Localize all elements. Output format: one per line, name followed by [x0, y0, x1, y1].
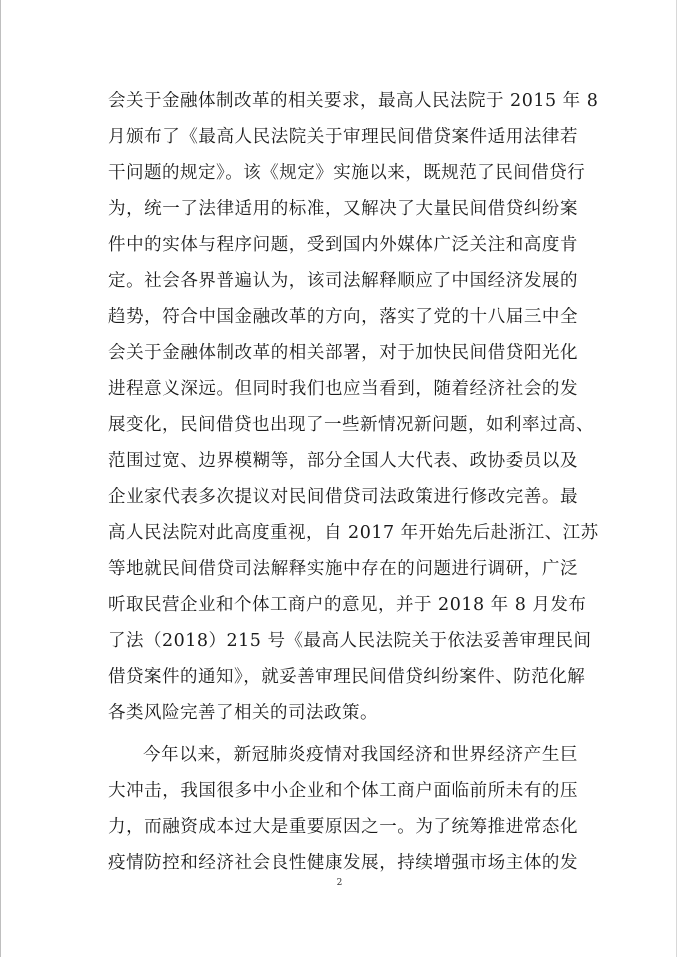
text-line: 为，统一了法律适用的标准，又解决了大量民间借贷纠纷案 — [108, 199, 578, 219]
text-line: 会关于金融体制改革的相关部署，对于加快民间借贷阳光化 — [108, 343, 578, 363]
text-line: 企业家代表多次提议对民间借贷司法政策进行修改完善。最 — [108, 487, 578, 507]
text-line: 力，而融资成本过大是重要原因之一。为了统筹推进常态化 — [108, 817, 578, 837]
text-line: 展变化，民间借贷也出现了一些新情况新问题，如利率过高、 — [108, 415, 594, 435]
text-line: 借贷案件的通知》，就妥善审理民间借贷纠纷案件、防范化解 — [108, 667, 586, 687]
text-line: 会关于金融体制改革的相关要求，最高人民法院于 2015 年 8 — [108, 91, 599, 111]
text-line: 了法（2018）215 号《最高人民法院关于依法妥善审理民间 — [108, 631, 592, 651]
text-line: 等地就民间借贷司法解释实施中存在的问题进行调研，广泛 — [108, 559, 578, 579]
text-line: 大冲击，我国很多中小企业和个体工商户面临前所未有的压 — [108, 781, 578, 801]
text-line: 定。社会各界普遍认为，该司法解释顺应了中国经济发展的 — [108, 271, 578, 291]
text-line: 进程意义深远。但同时我们也应当看到，随着经济社会的发 — [108, 379, 578, 399]
text-line: 今年以来，新冠肺炎疫情对我国经济和世界经济产生巨 — [143, 745, 578, 765]
text-line: 疫情防控和经济社会良性健康发展，持续增强市场主体的发 — [108, 853, 578, 873]
text-line: 范围过宽、边界模糊等，部分全国人大代表、政协委员以及 — [108, 451, 578, 471]
text-line: 高人民法院对此高度重视，自 2017 年开始先后赴浙江、江苏 — [108, 523, 599, 543]
page-number: 2 — [336, 878, 343, 888]
text-line: 件中的实体与程序问题，受到国内外媒体广泛关注和高度肯 — [108, 235, 578, 255]
text-line: 趋势，符合中国金融改革的方向，落实了党的十八届三中全 — [108, 307, 578, 327]
text-line: 听取民营企业和个体工商户的意见，并于 2018 年 8 月发布 — [108, 595, 587, 615]
text-line: 各类风险完善了相关的司法政策。 — [108, 703, 378, 723]
text-line: 月颁布了《最高人民法院关于审理民间借贷案件适用法律若 — [108, 127, 578, 147]
text-line: 干问题的规定》。该《规定》实施以来，既规范了民间借贷行 — [108, 163, 586, 183]
